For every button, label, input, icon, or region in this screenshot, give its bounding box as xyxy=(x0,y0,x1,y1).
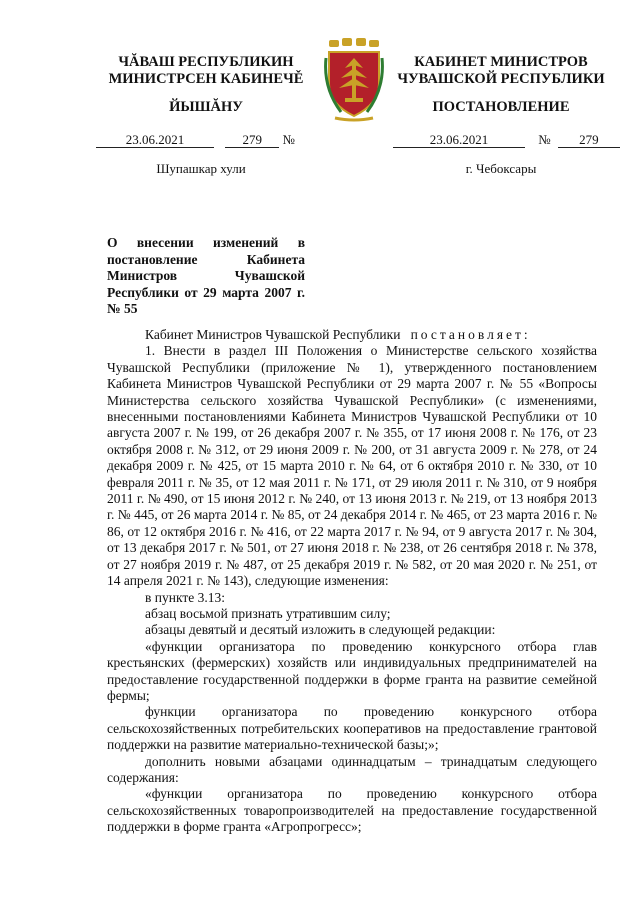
document-subject: О внесении изменений в постановление Кабинета Министров Чувашской Республики от 29 марта 2007 г. № 55 xyxy=(107,235,305,316)
body-paragraph: «функции организатора по проведению конкурсного отбора глав крестьянских (фермерских) хозяйств или индивидуальных предпринимателей на предоставление государственной поддержки в форме гранта на развитие семейной фермы; xyxy=(107,638,597,703)
number-sign: № xyxy=(282,132,295,147)
intro-lead: Кабинет Министров Чувашской Республики xyxy=(145,327,401,342)
issuer-chuvash-line1: ЧĂВАШ РЕСПУБЛИКИН xyxy=(118,54,294,70)
date-line-russian xyxy=(393,132,620,148)
body-paragraph: абзац восьмой признать утратившим силу; xyxy=(145,605,391,621)
city-russian: г. Чебоксары xyxy=(465,161,537,176)
body-paragraph: 1. Внести в раздел III Положения о Министерстве сельского хозяйства Чувашской Республики (приложение № 1), утвержденного постановлением Кабинета Министров Чувашской Республики от 29 марта 2007 г. № 55 «Вопросы Министерства сельского хозяйства Чувашской Республики» (с изменениями, внесенными постановлениями Кабинета Министров Чувашской Республики от 10 августа 2007 г. № 199, от 26 декабря 2007 г. № 355, от 17 июня 2008 г. № 176, от 23 октября 2008 г. № 312, от 29 июня 2009 г. № 200, от 31 августа 2009 г. № 278, от 24 декабря 2009 г. № 425, от 15 марта 2010 г. № 64, от 6 октября 2010 г. № 330, от 10 февраля 2011 г. № 35, от 12 мая 2011 г. № 171, от 29 июля 2011 г. № 310, от 9 ноября 2011 г. № 490, от 15 июня 2012 г. № 240, от 13 июня 2013 г. № 219, от 13 ноября 2013 г. № 445, от 26 марта 2014 г. № 85, от 24 декабря 2014 г. № 465, от 23 марта 2016 г. № 86, от 12 октября 2016 г. № 416, от 22 марта 2017 г. № 94, от 9 августа 2017 г. № 304, от 13 декабря 2017 г. № 501, от 27 июня 2018 г. № 238, от 26 сентября 2018 г. № 378, от 27 ноября 2019 г. № 487, от 25 декабря 2019 г. № 582, от 20 мая 2020 г. № 251, от 14 апреля 2021 г. № 143), следующие изменения: xyxy=(107,343,597,589)
document-date: 23.06.2021 xyxy=(393,132,525,148)
body-paragraph: функции организатора по проведению конкурсного отбора сельскохозяйственных потребительских кооперативов на предоставление грантовой поддержки на развитие материально-технической базы;»; xyxy=(107,704,597,753)
issuer-chuvash xyxy=(95,54,317,88)
date-line-chuvash xyxy=(96,132,295,148)
city-chuvash: Шупашкар хули xyxy=(156,161,246,176)
document-body xyxy=(107,327,597,836)
issuer-russian-line1: КАБИНЕТ МИНИСТРОВ xyxy=(414,54,588,70)
body-paragraph: дополнить новыми абзацами одиннадцатым – тринадцатым следующего содержания: xyxy=(107,753,597,785)
issuer-russian xyxy=(390,54,612,88)
coat-of-arms-chuvashia-icon xyxy=(323,38,385,122)
body-paragraph: абзацы девятый и десятый изложить в следующей редакции: xyxy=(145,622,496,638)
document-date: 23.06.2021 xyxy=(96,132,214,148)
doctype-chuvash: ЙЫШĂНУ xyxy=(169,99,243,115)
intro-paragraph xyxy=(107,327,597,343)
issuer-russian-line2: ЧУВАШСКОЙ РЕСПУБЛИКИ xyxy=(397,71,605,87)
doctype-russian: ПОСТАНОВЛЕНИЕ xyxy=(432,99,570,115)
number-sign: № xyxy=(538,132,551,147)
body-paragraph: «функции организатора по проведению конкурсного отбора сельскохозяйственных товаропроизводителей на предоставление государственной поддержки в форме гранта «Агропрогресс»; xyxy=(107,786,597,835)
document-number: 279 xyxy=(558,132,620,148)
document-number: 279 xyxy=(225,132,279,148)
intro-verb: постановляет: xyxy=(410,327,531,342)
body-paragraph: в пункте 3.13: xyxy=(145,589,225,605)
issuer-chuvash-line2: МИНИСТРСЕН КАБИНЕЧĚ xyxy=(108,71,304,87)
